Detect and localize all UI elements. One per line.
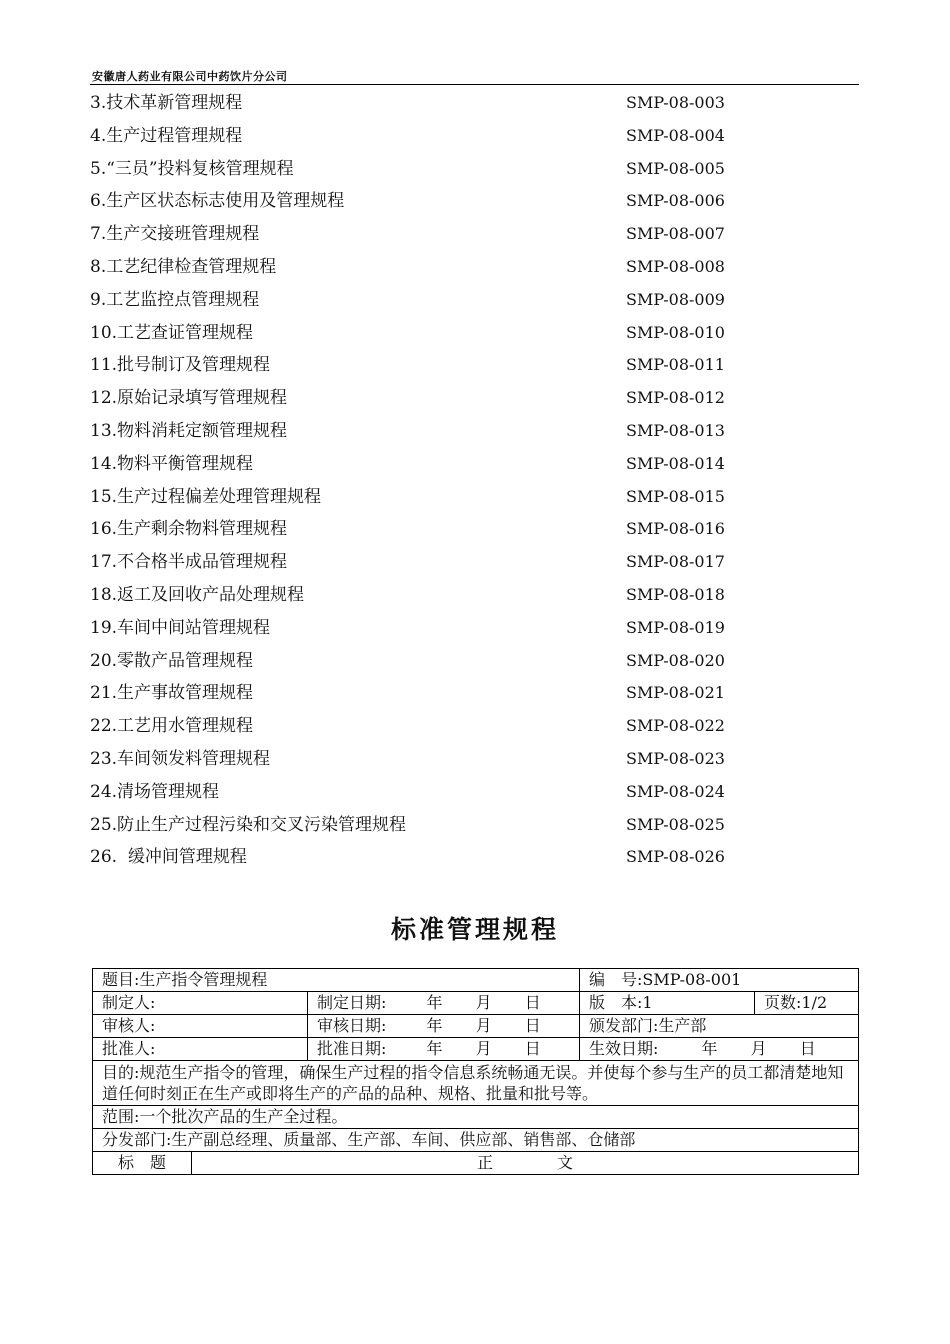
- toc-item-code: SMP-08-016: [626, 519, 725, 539]
- toc-item-code: SMP-08-024: [626, 781, 725, 801]
- toc-item-code: SMP-08-009: [626, 289, 725, 309]
- toc-item-title: 7.生产交接班管理规程: [90, 224, 260, 245]
- toc-item-title: 22.工艺用水管理规程: [90, 716, 254, 737]
- draft-date-cell: [308, 992, 580, 1015]
- toc-item: [90, 810, 810, 843]
- toc-item: [90, 186, 810, 219]
- toc-item-code: SMP-08-010: [626, 322, 725, 342]
- toc-item-title: 17.不合格半成品管理规程: [90, 552, 288, 573]
- document-number-cell: 编 号:SMP-08-001: [580, 969, 859, 992]
- toc-item-code: SMP-08-004: [626, 125, 725, 145]
- month-label: 月: [475, 1016, 492, 1035]
- toc-item-code: SMP-08-007: [626, 224, 725, 244]
- year-label: 年: [426, 993, 443, 1012]
- toc-item: [90, 744, 810, 777]
- version-cell: 版 本:1: [580, 992, 755, 1015]
- toc-item: [90, 121, 810, 154]
- toc-item-code: SMP-08-017: [626, 552, 725, 572]
- toc-item-title: 19.车间中间站管理规程: [90, 617, 271, 638]
- scope-cell: 范围:一个批次产品的生产全过程。: [93, 1106, 859, 1129]
- toc-item-title: 12.原始记录填写管理规程: [90, 388, 288, 409]
- toc-item: [90, 416, 810, 449]
- toc-item-title: 20.零散产品管理规程: [90, 650, 254, 671]
- month-label: 月: [750, 1039, 767, 1058]
- document-title: 标准管理规程: [390, 915, 559, 944]
- toc-item: [90, 449, 810, 482]
- day-label: 日: [524, 1016, 541, 1035]
- toc-item-code: SMP-08-018: [626, 584, 725, 604]
- toc-item-code: SMP-08-021: [626, 683, 725, 703]
- toc-item-title: 15.生产过程偏差处理管理规程: [90, 486, 322, 507]
- toc-item: [90, 383, 810, 416]
- review-date-cell: [308, 1015, 580, 1038]
- day-label: 日: [524, 1039, 541, 1058]
- toc-item-code: SMP-08-003: [626, 93, 725, 112]
- pages-cell: 页数:1/2: [755, 992, 859, 1015]
- year-label: 年: [426, 1039, 443, 1058]
- purpose-cell: 目的:规范生产指令的管理，确保生产过程的指令信息系统畅通无误。并使每个参与生产的员工都清楚地知道任何时刻正在生产或即将生产的产品的品种、规格、批量和批号等。: [93, 1061, 859, 1106]
- toc-item-code: SMP-08-012: [626, 388, 725, 408]
- toc-item-code: SMP-08-023: [626, 748, 725, 768]
- toc-item-title: 13.物料消耗定额管理规程: [90, 420, 288, 441]
- toc-item-title: 23.车间领发料管理规程: [90, 748, 271, 769]
- effective-date-label: 生效日期:: [589, 1039, 659, 1058]
- company-header: 安徽唐人药业有限公司中药饮片分公司: [92, 70, 288, 83]
- toc-item-code: SMP-08-006: [626, 191, 725, 211]
- toc-item-title: 26. 缓冲间管理规程: [90, 847, 247, 868]
- toc-item-title: 21.生产事故管理规程: [90, 683, 254, 704]
- toc-item-code: SMP-08-026: [626, 847, 725, 867]
- toc-item: [90, 646, 810, 679]
- toc-item-code: SMP-08-020: [626, 650, 725, 670]
- toc-item-title: 25.防止生产过程污染和交叉污染管理规程: [90, 814, 407, 835]
- toc-item: [90, 678, 810, 711]
- toc-item: [90, 842, 810, 875]
- toc-item-code: SMP-08-013: [626, 420, 725, 440]
- toc-item: [90, 285, 810, 318]
- toc-item-code: SMP-08-011: [626, 355, 725, 375]
- table-row: [93, 1061, 859, 1106]
- table-row: [93, 992, 859, 1015]
- toc-item-title: 6.生产区状态标志使用及管理规程: [90, 191, 345, 212]
- month-label: 月: [475, 993, 492, 1012]
- issue-department-cell: 颁发部门:生产部: [580, 1015, 859, 1038]
- toc-item: [90, 88, 810, 121]
- approve-date-label: 批准日期:: [317, 1039, 387, 1058]
- day-label: 日: [799, 1039, 816, 1058]
- header-rule: [90, 84, 859, 85]
- approver-cell: 批准人:: [93, 1038, 308, 1061]
- table-row: [93, 969, 859, 992]
- review-date-label: 审核日期:: [317, 1016, 387, 1035]
- toc-item-code: SMP-08-014: [626, 453, 725, 473]
- toc-item-code: SMP-08-025: [626, 814, 725, 834]
- toc-item: [90, 350, 810, 383]
- column-header-row-cell: [93, 1152, 859, 1175]
- drafter-cell: 制定人:: [93, 992, 308, 1015]
- draft-date-label: 制定日期:: [317, 993, 387, 1012]
- toc-item-code: SMP-08-022: [626, 716, 725, 736]
- toc-item-code: SMP-08-005: [626, 158, 725, 178]
- toc-item: [90, 777, 810, 810]
- toc-item-title: 10.工艺查证管理规程: [90, 322, 254, 343]
- toc-item: [90, 482, 810, 515]
- toc-item: [90, 613, 810, 646]
- toc-item-title: 5.“三员”投料复核管理规程: [90, 158, 294, 179]
- year-label: 年: [701, 1039, 718, 1058]
- toc-item-title: 9.工艺监控点管理规程: [90, 289, 260, 310]
- toc-item-title: 8.工艺纪律检查管理规程: [90, 256, 277, 277]
- toc-list: [90, 88, 810, 875]
- toc-item-title: 14.物料平衡管理规程: [90, 453, 254, 474]
- table-row: [93, 1038, 859, 1061]
- toc-item: [90, 547, 810, 580]
- month-label: 月: [475, 1039, 492, 1058]
- toc-item: [90, 219, 810, 252]
- title-column-label: 标 题: [93, 1152, 192, 1174]
- distribution-cell: 分发部门:生产副总经理、质量部、生产部、车间、供应部、销售部、仓储部: [93, 1129, 859, 1152]
- body-column-label: 正 文: [476, 1153, 573, 1172]
- toc-item-title: 4.生产过程管理规程: [90, 125, 243, 146]
- toc-item-title: 16.生产剩余物料管理规程: [90, 519, 288, 540]
- toc-item-code: SMP-08-015: [626, 486, 725, 506]
- effective-date-cell: [580, 1038, 859, 1061]
- toc-item: [90, 711, 810, 744]
- approve-date-cell: [308, 1038, 580, 1061]
- toc-item-title: 11.批号制订及管理规程: [90, 355, 271, 376]
- topic-cell: 题目:生产指令管理规程: [93, 969, 580, 992]
- toc-item-title: 24.清场管理规程: [90, 781, 220, 802]
- toc-item-code: SMP-08-019: [626, 617, 725, 637]
- reviewer-cell: 审核人:: [93, 1015, 308, 1038]
- toc-item-code: SMP-08-008: [626, 256, 725, 276]
- table-row: [93, 1152, 859, 1175]
- year-label: 年: [426, 1016, 443, 1035]
- table-row: [93, 1129, 859, 1152]
- toc-item: [90, 318, 810, 351]
- toc-item: [90, 252, 810, 285]
- table-row: [93, 1106, 859, 1129]
- document-info-table: [92, 968, 859, 1175]
- toc-item: [90, 514, 810, 547]
- toc-item: [90, 580, 810, 613]
- table-row: [93, 1015, 859, 1038]
- toc-item-title: 3.技术革新管理规程: [90, 93, 243, 113]
- toc-item: [90, 154, 810, 187]
- toc-item-title: 18.返工及回收产品处理规程: [90, 584, 305, 605]
- day-label: 日: [524, 993, 541, 1012]
